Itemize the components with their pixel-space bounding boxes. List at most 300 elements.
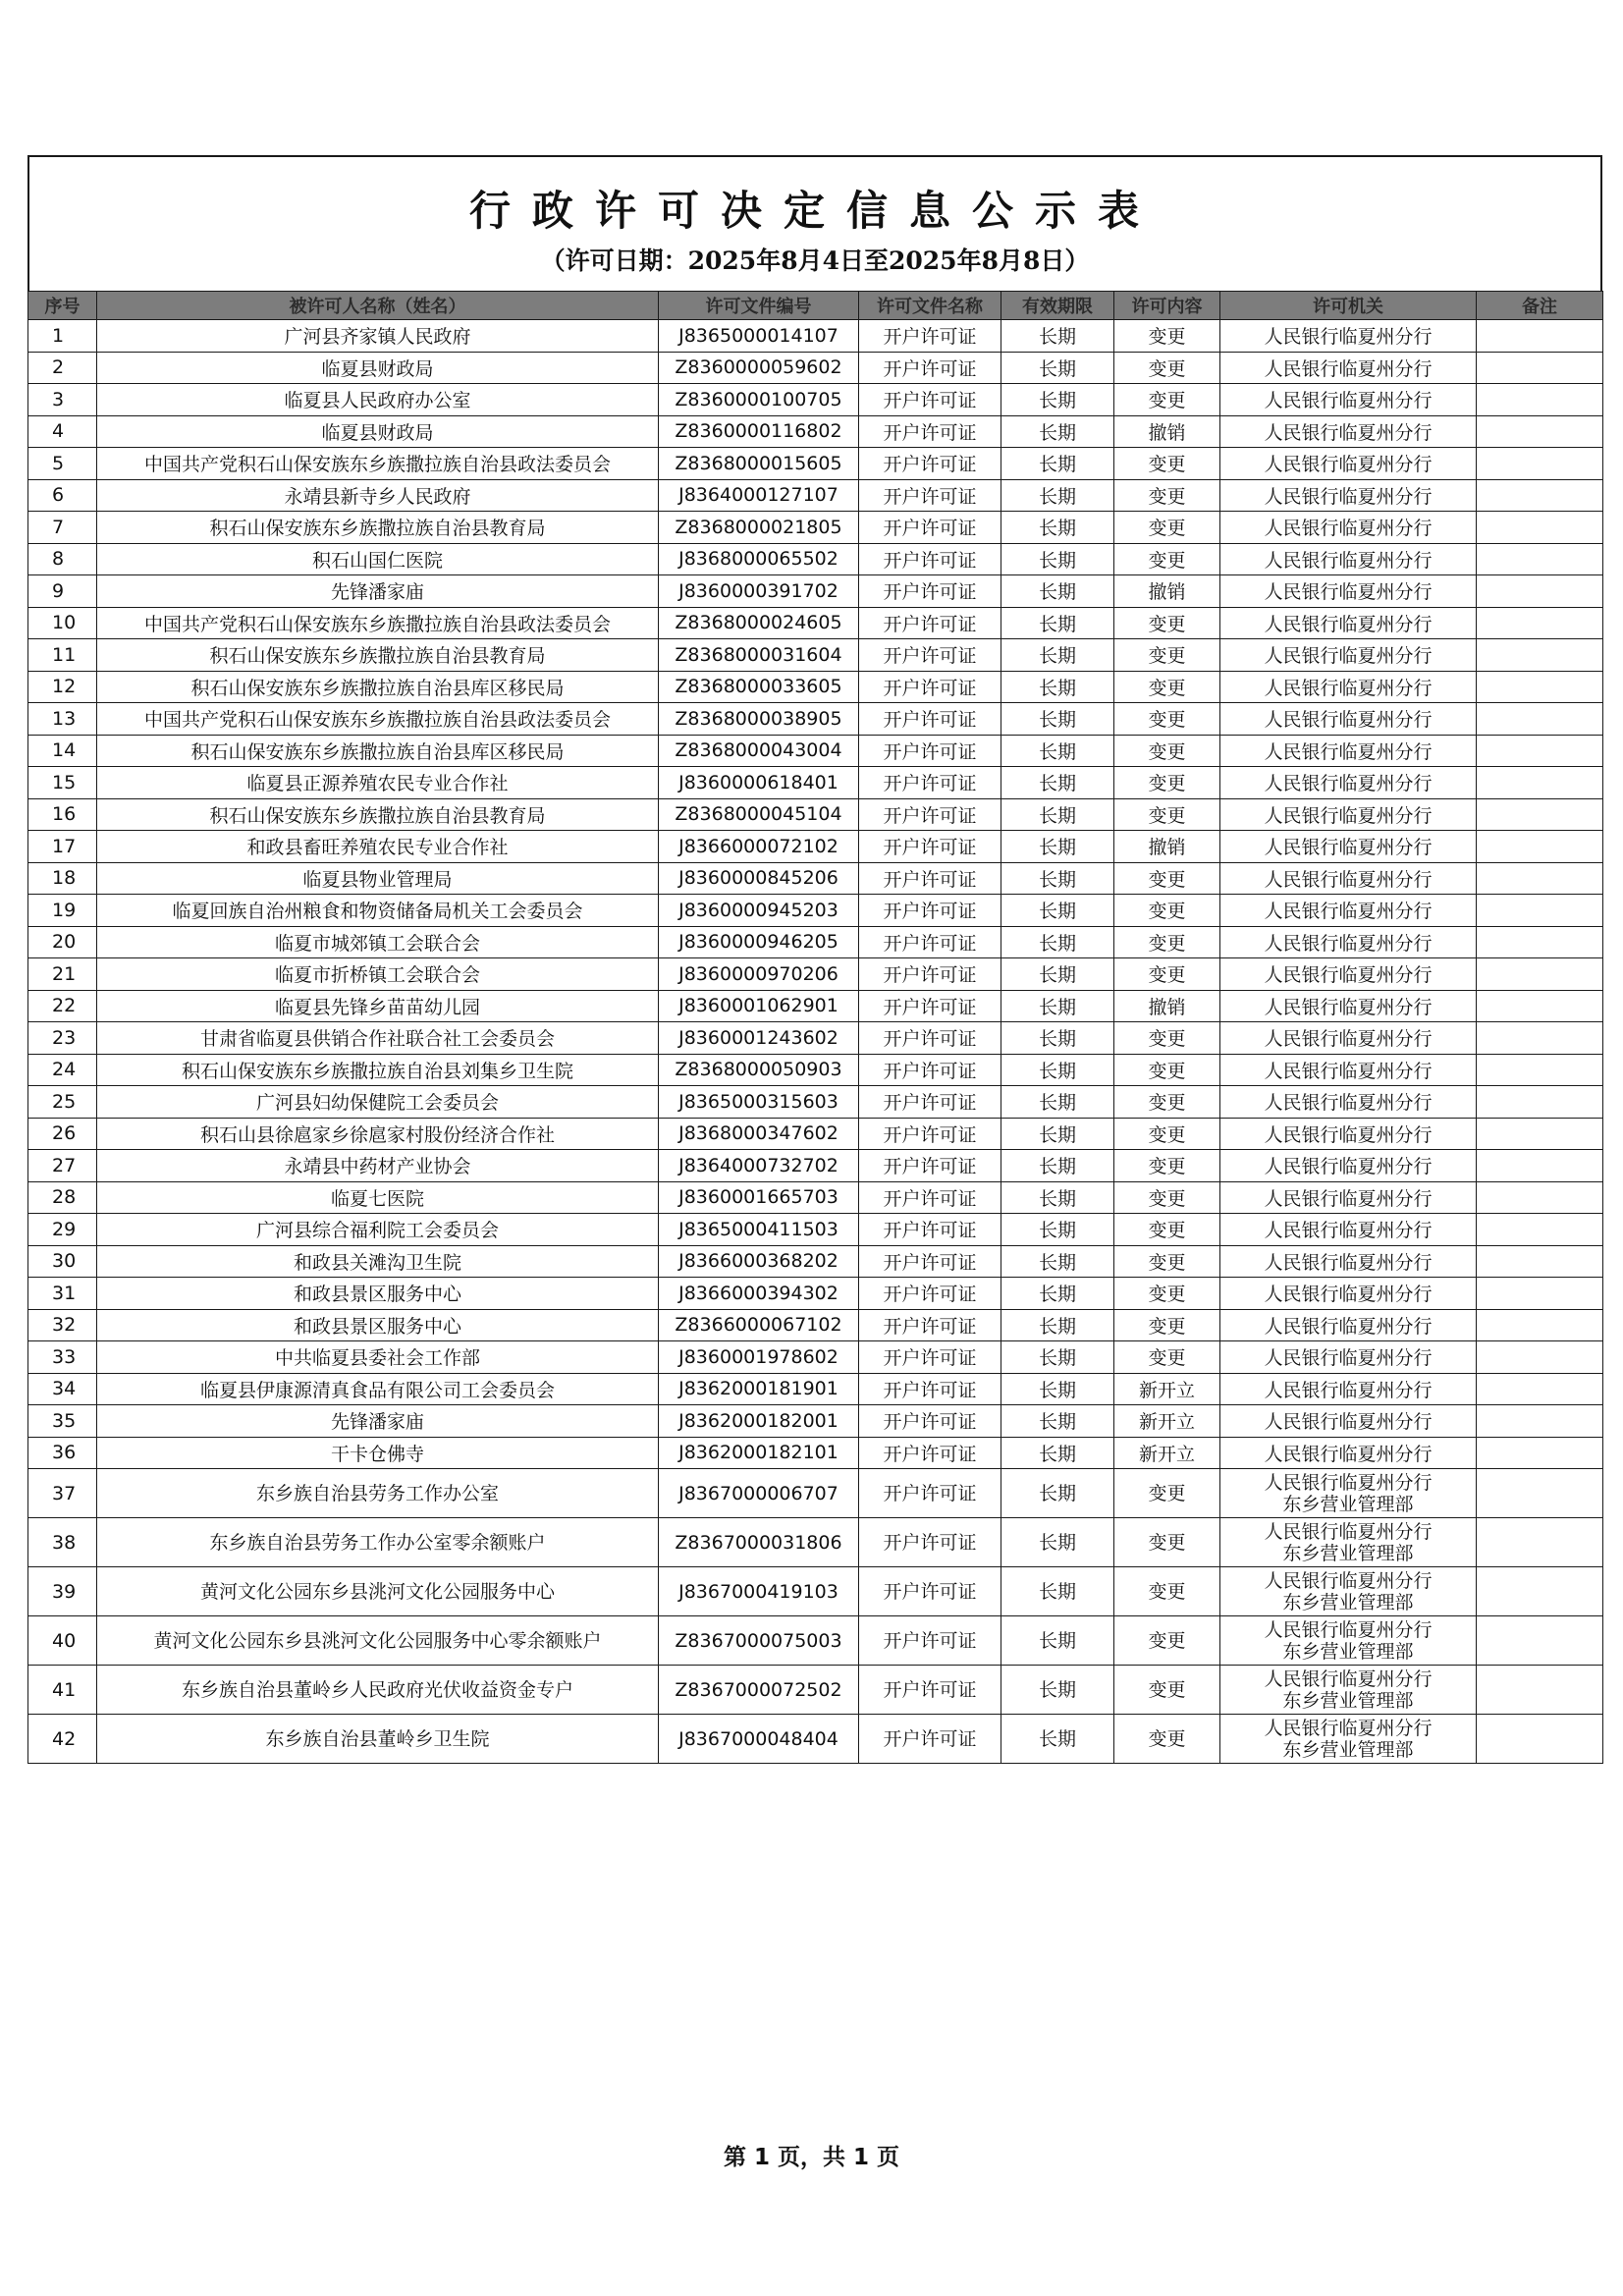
license-code: J8360000970206	[659, 958, 859, 991]
license-doc-name: 开户许可证	[859, 862, 1001, 895]
licensee-name: 东乡族自治县劳务工作办公室	[97, 1469, 659, 1518]
table-row	[28, 1054, 1603, 1086]
row-number: 28	[28, 1181, 97, 1214]
license-code: J8362000182101	[659, 1437, 859, 1469]
licensing-authority	[1220, 1567, 1477, 1616]
license-content: 变更	[1114, 767, 1220, 799]
license-doc-name: 开户许可证	[859, 1278, 1001, 1310]
license-code: J8360000618401	[659, 767, 859, 799]
table-row	[28, 1616, 1603, 1666]
header-cell: 许可机关	[1220, 292, 1477, 320]
authority-line: 人民银行临夏州分行	[1264, 837, 1433, 859]
validity-term: 长期	[1001, 1181, 1114, 1214]
license-code: J8360001243602	[659, 1022, 859, 1055]
licensing-authority	[1220, 958, 1477, 991]
license-code: Z8360000100705	[659, 384, 859, 416]
license-doc-name: 开户许可证	[859, 512, 1001, 544]
page-footer: 第 1 页，共 1 页	[723, 2145, 900, 2170]
license-code: J8362000181901	[659, 1373, 859, 1405]
authority-line: 人民银行临夏州分行	[1264, 1251, 1433, 1274]
authority-line: 人民银行临夏州分行	[1264, 518, 1433, 540]
validity-term: 长期	[1001, 639, 1114, 672]
authority-line: 人民银行临夏州分行	[1264, 357, 1433, 380]
validity-term: 长期	[1001, 862, 1114, 895]
table-row	[28, 1150, 1603, 1182]
table-row	[28, 1214, 1603, 1246]
licensing-authority	[1220, 1181, 1477, 1214]
license-content: 变更	[1114, 1214, 1220, 1246]
validity-term: 长期	[1001, 895, 1114, 927]
license-content: 变更	[1114, 1341, 1220, 1374]
authority-line: 人民银行临夏州分行	[1264, 709, 1433, 732]
remarks-cell	[1477, 1341, 1603, 1374]
license-doc-name: 开户许可证	[859, 1469, 1001, 1518]
licensing-authority	[1220, 1437, 1477, 1469]
license-code: Z8366000067102	[659, 1309, 859, 1341]
license-doc-name: 开户许可证	[859, 1373, 1001, 1405]
row-number: 19	[28, 895, 97, 927]
remarks-cell	[1477, 1214, 1603, 1246]
licensing-authority	[1220, 575, 1477, 608]
license-content: 新开立	[1114, 1437, 1220, 1469]
license-content: 变更	[1114, 895, 1220, 927]
license-content: 变更	[1114, 798, 1220, 831]
license-doc-name: 开户许可证	[859, 926, 1001, 958]
remarks-cell	[1477, 320, 1603, 353]
license-content: 变更	[1114, 926, 1220, 958]
licensee-name: 积石山保安族东乡族撒拉族自治县刘集乡卫生院	[97, 1054, 659, 1086]
document-sheet	[27, 155, 1602, 1764]
title-box	[27, 155, 1602, 291]
table-row	[28, 1666, 1603, 1715]
licensee-name: 临夏回族自治州粮食和物资储备局机关工会委员会	[97, 895, 659, 927]
license-code: J8362000182001	[659, 1405, 859, 1438]
license-code: J8360001978602	[659, 1341, 859, 1374]
remarks-cell	[1477, 607, 1603, 639]
license-doc-name: 开户许可证	[859, 1616, 1001, 1666]
license-code: Z8368000033605	[659, 671, 859, 703]
row-number: 7	[28, 512, 97, 544]
validity-term: 长期	[1001, 1616, 1114, 1666]
remarks-cell	[1477, 895, 1603, 927]
authority-line: 人民银行临夏州分行	[1264, 326, 1433, 349]
license-doc-name: 开户许可证	[859, 607, 1001, 639]
validity-term: 长期	[1001, 1666, 1114, 1715]
license-code: J8366000368202	[659, 1245, 859, 1278]
remarks-cell	[1477, 1567, 1603, 1616]
row-number: 26	[28, 1118, 97, 1150]
validity-term: 长期	[1001, 1214, 1114, 1246]
row-number: 39	[28, 1567, 97, 1616]
validity-term: 长期	[1001, 575, 1114, 608]
license-code: J8360000391702	[659, 575, 859, 608]
table-row	[28, 1518, 1603, 1567]
license-doc-name: 开户许可证	[859, 384, 1001, 416]
authority-line: 人民银行临夏州分行	[1264, 1717, 1433, 1739]
validity-term: 长期	[1001, 1567, 1114, 1616]
licensing-authority	[1220, 320, 1477, 353]
license-doc-name: 开户许可证	[859, 1245, 1001, 1278]
validity-term: 长期	[1001, 448, 1114, 480]
validity-term: 长期	[1001, 926, 1114, 958]
validity-term: 长期	[1001, 1309, 1114, 1341]
authority-line: 人民银行临夏州分行	[1264, 1618, 1433, 1641]
row-number: 41	[28, 1666, 97, 1715]
remarks-cell	[1477, 1405, 1603, 1438]
table-row	[28, 415, 1603, 448]
licensee-name: 临夏县正源养殖农民专业合作社	[97, 767, 659, 799]
authority-line: 人民银行临夏州分行	[1264, 421, 1433, 444]
row-number: 25	[28, 1086, 97, 1119]
license-content: 新开立	[1114, 1405, 1220, 1438]
row-number: 10	[28, 607, 97, 639]
licensee-name: 东乡族自治县劳务工作办公室零余额账户	[97, 1518, 659, 1567]
validity-term: 长期	[1001, 1405, 1114, 1438]
authority-line: 人民银行临夏州分行	[1264, 932, 1433, 955]
authority-line: 人民银行临夏州分行	[1264, 645, 1433, 668]
authority-line: 人民银行临夏州分行	[1264, 1123, 1433, 1146]
authority-line: 人民银行临夏州分行	[1264, 901, 1433, 923]
license-doc-name: 开户许可证	[859, 575, 1001, 608]
licensee-name: 东乡族自治县董岭乡人民政府光伏收益资金专户	[97, 1666, 659, 1715]
licensing-authority	[1220, 831, 1477, 863]
validity-term: 长期	[1001, 607, 1114, 639]
license-code: Z8367000075003	[659, 1616, 859, 1666]
row-number: 38	[28, 1518, 97, 1567]
remarks-cell	[1477, 415, 1603, 448]
authority-line: 人民银行临夏州分行	[1264, 677, 1433, 699]
license-content: 变更	[1114, 352, 1220, 384]
row-number: 33	[28, 1341, 97, 1374]
license-doc-name: 开户许可证	[859, 895, 1001, 927]
remarks-cell	[1477, 352, 1603, 384]
license-doc-name: 开户许可证	[859, 1666, 1001, 1715]
validity-term: 长期	[1001, 384, 1114, 416]
validity-term: 长期	[1001, 1086, 1114, 1119]
licensing-authority	[1220, 798, 1477, 831]
table-row	[28, 1567, 1603, 1616]
license-code: J8365000411503	[659, 1214, 859, 1246]
table-row	[28, 1469, 1603, 1518]
remarks-cell	[1477, 1245, 1603, 1278]
remarks-cell	[1477, 1518, 1603, 1567]
license-doc-name: 开户许可证	[859, 1214, 1001, 1246]
license-content: 变更	[1114, 607, 1220, 639]
remarks-cell	[1477, 1616, 1603, 1666]
license-doc-name: 开户许可证	[859, 990, 1001, 1022]
validity-term: 长期	[1001, 798, 1114, 831]
licensing-authority	[1220, 990, 1477, 1022]
licensing-authority	[1220, 703, 1477, 736]
authority-line: 人民银行临夏州分行	[1264, 1667, 1433, 1690]
license-content: 变更	[1114, 1309, 1220, 1341]
table-row	[28, 703, 1603, 736]
authority-subline: 东乡营业管理部	[1282, 1542, 1414, 1564]
remarks-cell	[1477, 703, 1603, 736]
license-code: J8367000048404	[659, 1715, 859, 1764]
remarks-cell	[1477, 735, 1603, 767]
license-doc-name: 开户许可证	[859, 448, 1001, 480]
table-row	[28, 639, 1603, 672]
authority-line: 人民银行临夏州分行	[1264, 454, 1433, 476]
license-doc-name: 开户许可证	[859, 639, 1001, 672]
row-number: 18	[28, 862, 97, 895]
validity-term: 长期	[1001, 512, 1114, 544]
remarks-cell	[1477, 1022, 1603, 1055]
validity-term: 长期	[1001, 415, 1114, 448]
validity-term: 长期	[1001, 1245, 1114, 1278]
table-row	[28, 575, 1603, 608]
remarks-cell	[1477, 448, 1603, 480]
validity-term: 长期	[1001, 479, 1114, 512]
licensing-authority	[1220, 1373, 1477, 1405]
license-code: Z8360000059602	[659, 352, 859, 384]
licensing-authority	[1220, 639, 1477, 672]
remarks-cell	[1477, 639, 1603, 672]
license-code: J8368000347602	[659, 1118, 859, 1150]
licensee-name: 黄河文化公园东乡县洮河文化公园服务中心	[97, 1567, 659, 1616]
table-row	[28, 352, 1603, 384]
remarks-cell	[1477, 767, 1603, 799]
header-cell: 被许可人名称（姓名）	[97, 292, 659, 320]
remarks-cell	[1477, 575, 1603, 608]
remarks-cell	[1477, 926, 1603, 958]
license-content: 变更	[1114, 1245, 1220, 1278]
license-content: 变更	[1114, 1181, 1220, 1214]
row-number: 35	[28, 1405, 97, 1438]
licensee-name: 广河县齐家镇人民政府	[97, 320, 659, 353]
header-cell: 序号	[28, 292, 97, 320]
authority-line: 人民银行临夏州分行	[1264, 1092, 1433, 1115]
licensing-authority	[1220, 671, 1477, 703]
row-number: 24	[28, 1054, 97, 1086]
authority-line: 人民银行临夏州分行	[1264, 1520, 1433, 1543]
licensing-authority	[1220, 862, 1477, 895]
licensing-authority	[1220, 352, 1477, 384]
licensing-authority	[1220, 926, 1477, 958]
license-doc-name: 开户许可证	[859, 1518, 1001, 1567]
licensee-name: 先锋潘家庙	[97, 1405, 659, 1438]
licensee-name: 积石山保安族东乡族撒拉族自治县教育局	[97, 798, 659, 831]
authority-line: 人民银行临夏州分行	[1264, 1411, 1433, 1434]
licensee-name: 甘肃省临夏县供销合作社联合社工会委员会	[97, 1022, 659, 1055]
authority-line: 人民银行临夏州分行	[1264, 1569, 1433, 1592]
table-row	[28, 1181, 1603, 1214]
licensing-authority	[1220, 479, 1477, 512]
licensing-authority	[1220, 1666, 1477, 1715]
remarks-cell	[1477, 384, 1603, 416]
license-code: J8360000945203	[659, 895, 859, 927]
license-doc-name: 开户许可证	[859, 415, 1001, 448]
license-doc-name: 开户许可证	[859, 703, 1001, 736]
license-content: 新开立	[1114, 1373, 1220, 1405]
license-code: Z8367000072502	[659, 1666, 859, 1715]
authority-line: 人民银行临夏州分行	[1264, 740, 1433, 763]
remarks-cell	[1477, 1666, 1603, 1715]
remarks-cell	[1477, 990, 1603, 1022]
authority-line: 人民银行临夏州分行	[1264, 1443, 1433, 1465]
authority-line: 人民银行临夏州分行	[1264, 485, 1433, 508]
page-subtitle: （许可日期：2025年8月4日至2025年8月8日）	[540, 246, 1090, 275]
table-row	[28, 958, 1603, 991]
licensee-name: 积石山保安族东乡族撒拉族自治县教育局	[97, 512, 659, 544]
remarks-cell	[1477, 1054, 1603, 1086]
validity-term: 长期	[1001, 1022, 1114, 1055]
table-row	[28, 671, 1603, 703]
licensing-authority	[1220, 1518, 1477, 1567]
table-row	[28, 1405, 1603, 1438]
table-row	[28, 543, 1603, 575]
licensing-authority	[1220, 1118, 1477, 1150]
table-row	[28, 1715, 1603, 1764]
row-number: 12	[28, 671, 97, 703]
authority-line: 人民银行临夏州分行	[1264, 1220, 1433, 1242]
licensing-authority	[1220, 1245, 1477, 1278]
row-number: 1	[28, 320, 97, 353]
license-table	[27, 291, 1603, 1764]
validity-term: 长期	[1001, 320, 1114, 353]
licensing-authority	[1220, 1309, 1477, 1341]
licensee-name: 临夏县人民政府办公室	[97, 384, 659, 416]
licensee-name: 和政县景区服务中心	[97, 1278, 659, 1310]
authority-line: 人民银行临夏州分行	[1264, 1379, 1433, 1401]
licensing-authority	[1220, 1715, 1477, 1764]
license-code: Z8368000024605	[659, 607, 859, 639]
row-number: 13	[28, 703, 97, 736]
license-doc-name: 开户许可证	[859, 798, 1001, 831]
remarks-cell	[1477, 1118, 1603, 1150]
licensee-name: 临夏县财政局	[97, 415, 659, 448]
license-code: Z8368000045104	[659, 798, 859, 831]
validity-term: 长期	[1001, 703, 1114, 736]
table-row	[28, 479, 1603, 512]
row-number: 4	[28, 415, 97, 448]
licensee-name: 临夏县伊康源清真食品有限公司工会委员会	[97, 1373, 659, 1405]
licensee-name: 积石山县徐扈家乡徐扈家村股份经济合作社	[97, 1118, 659, 1150]
licensing-authority	[1220, 1616, 1477, 1666]
licensee-name: 积石山保安族东乡族撒拉族自治县库区移民局	[97, 735, 659, 767]
license-content: 撤销	[1114, 415, 1220, 448]
authority-line: 人民银行临夏州分行	[1264, 1284, 1433, 1306]
license-content: 变更	[1114, 512, 1220, 544]
license-doc-name: 开户许可证	[859, 958, 1001, 991]
table-row	[28, 895, 1603, 927]
license-content: 变更	[1114, 703, 1220, 736]
validity-term: 长期	[1001, 1469, 1114, 1518]
licensee-name: 广河县妇幼保健院工会委员会	[97, 1086, 659, 1119]
licensee-name: 临夏县财政局	[97, 352, 659, 384]
row-number: 29	[28, 1214, 97, 1246]
license-code: Z8368000043004	[659, 735, 859, 767]
license-content: 变更	[1114, 639, 1220, 672]
authority-line: 人民银行临夏州分行	[1264, 964, 1433, 987]
license-doc-name: 开户许可证	[859, 1181, 1001, 1214]
licensing-authority	[1220, 1086, 1477, 1119]
license-content: 变更	[1114, 543, 1220, 575]
licensing-authority	[1220, 735, 1477, 767]
header-cell: 许可文件名称	[859, 292, 1001, 320]
licensing-authority	[1220, 415, 1477, 448]
licensee-name: 永靖县中药材产业协会	[97, 1150, 659, 1182]
row-number: 40	[28, 1616, 97, 1666]
validity-term: 长期	[1001, 735, 1114, 767]
licensee-name: 和政县景区服务中心	[97, 1309, 659, 1341]
license-content: 变更	[1114, 1150, 1220, 1182]
licensing-authority	[1220, 1405, 1477, 1438]
licensee-name: 和政县关滩沟卫生院	[97, 1245, 659, 1278]
row-number: 15	[28, 767, 97, 799]
license-doc-name: 开户许可证	[859, 1150, 1001, 1182]
remarks-cell	[1477, 1150, 1603, 1182]
table-row	[28, 767, 1603, 799]
row-number: 34	[28, 1373, 97, 1405]
row-number: 9	[28, 575, 97, 608]
row-number: 3	[28, 384, 97, 416]
license-content: 撤销	[1114, 831, 1220, 863]
license-doc-name: 开户许可证	[859, 1567, 1001, 1616]
validity-term: 长期	[1001, 1054, 1114, 1086]
license-doc-name: 开户许可证	[859, 1437, 1001, 1469]
header-cell: 备注	[1477, 292, 1603, 320]
license-doc-name: 开户许可证	[859, 671, 1001, 703]
licensee-name: 积石山国仁医院	[97, 543, 659, 575]
licensing-authority	[1220, 1341, 1477, 1374]
license-code: Z8368000031604	[659, 639, 859, 672]
table-row	[28, 926, 1603, 958]
licensee-name: 临夏县先锋乡苗苗幼儿园	[97, 990, 659, 1022]
license-code: Z8368000050903	[659, 1054, 859, 1086]
licensing-authority	[1220, 448, 1477, 480]
table-row	[28, 1086, 1603, 1119]
authority-line: 人民银行临夏州分行	[1264, 390, 1433, 412]
authority-subline: 东乡营业管理部	[1282, 1493, 1414, 1515]
licensing-authority	[1220, 384, 1477, 416]
authority-line: 人民银行临夏州分行	[1264, 1156, 1433, 1178]
remarks-cell	[1477, 543, 1603, 575]
validity-term: 长期	[1001, 1373, 1114, 1405]
header-cell: 有效期限	[1001, 292, 1114, 320]
license-content: 变更	[1114, 1518, 1220, 1567]
table-row	[28, 1341, 1603, 1374]
licensee-name: 和政县畜旺养殖农民专业合作社	[97, 831, 659, 863]
validity-term: 长期	[1001, 352, 1114, 384]
license-code: Z8367000031806	[659, 1518, 859, 1567]
license-code: J8366000394302	[659, 1278, 859, 1310]
licensee-name: 中国共产党积石山保安族东乡族撒拉族自治县政法委员会	[97, 703, 659, 736]
authority-subline: 东乡营业管理部	[1282, 1591, 1414, 1613]
table-row	[28, 990, 1603, 1022]
authority-subline: 东乡营业管理部	[1282, 1640, 1414, 1663]
licensee-name: 积石山保安族东乡族撒拉族自治县教育局	[97, 639, 659, 672]
license-content: 变更	[1114, 1715, 1220, 1764]
license-doc-name: 开户许可证	[859, 543, 1001, 575]
licensee-name: 广河县综合福利院工会委员会	[97, 1214, 659, 1246]
row-number: 5	[28, 448, 97, 480]
remarks-cell	[1477, 1469, 1603, 1518]
table-row	[28, 1245, 1603, 1278]
license-content: 变更	[1114, 448, 1220, 480]
row-number: 32	[28, 1309, 97, 1341]
licensing-authority	[1220, 543, 1477, 575]
licensee-name: 中国共产党积石山保安族东乡族撒拉族自治县政法委员会	[97, 607, 659, 639]
header-cell: 许可内容	[1114, 292, 1220, 320]
row-number: 2	[28, 352, 97, 384]
license-content: 变更	[1114, 1666, 1220, 1715]
license-doc-name: 开户许可证	[859, 1309, 1001, 1341]
licensee-name: 永靖县新寺乡人民政府	[97, 479, 659, 512]
authority-line: 人民银行临夏州分行	[1264, 1471, 1433, 1494]
license-content: 变更	[1114, 862, 1220, 895]
